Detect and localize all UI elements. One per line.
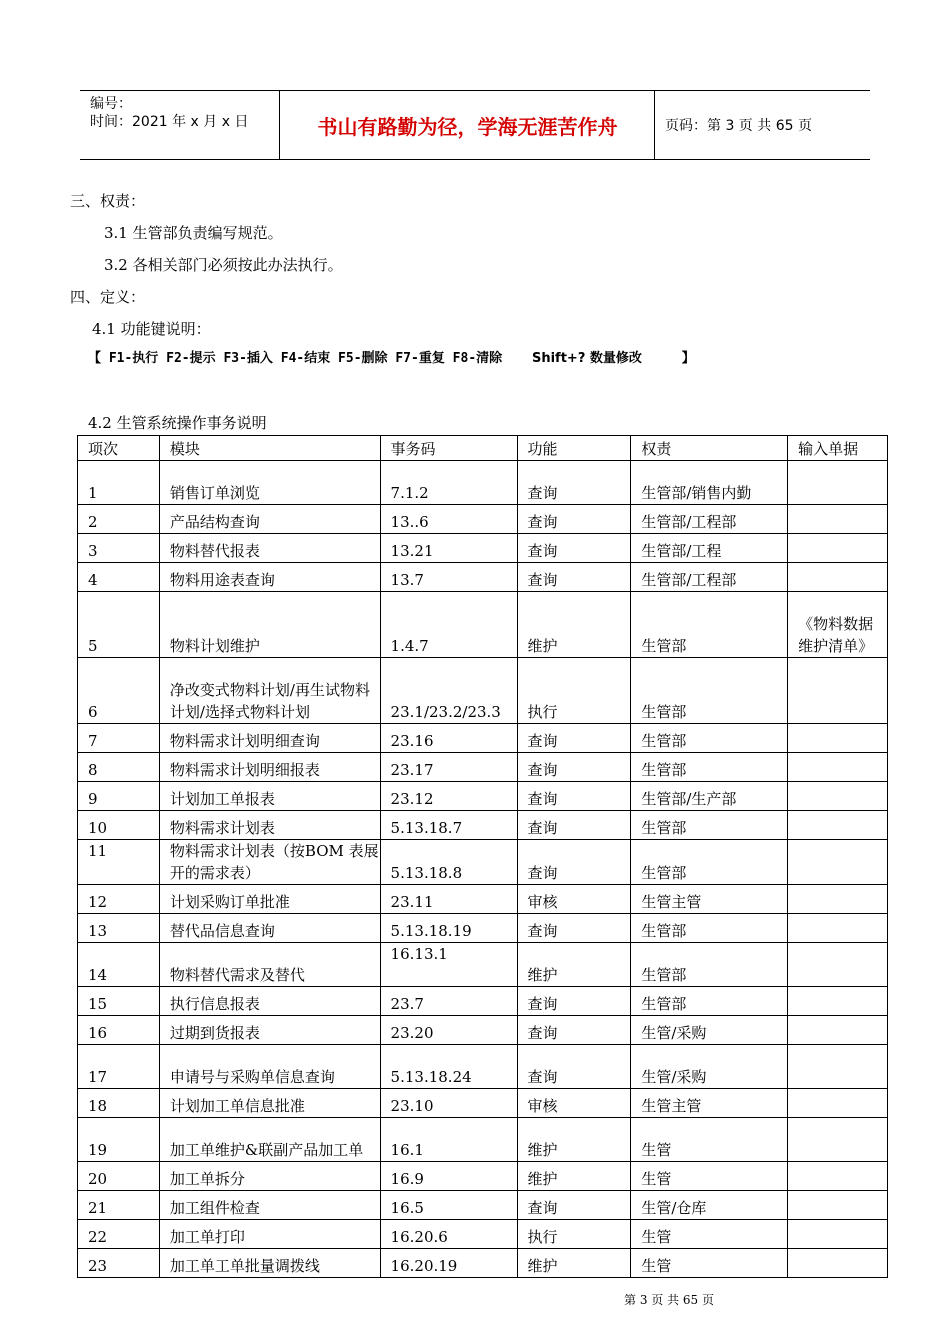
cell-index: 21: [78, 1191, 160, 1220]
cell-input-doc: [788, 1220, 888, 1249]
section-3-title: 三、权责：: [70, 192, 146, 210]
col-header-responsibility: 权责: [631, 436, 788, 461]
col-header-code: 事务码: [380, 436, 517, 461]
cell-code: 23.17: [380, 753, 517, 782]
cell-function: 查询: [517, 840, 631, 885]
cell-module: 销售订单浏览: [159, 461, 380, 505]
cell-function: 执行: [517, 658, 631, 724]
cell-input-doc: [788, 811, 888, 840]
col-header-index: 项次: [78, 436, 160, 461]
cell-responsibility: 生管部/工程部: [631, 505, 788, 534]
cell-index: 7: [78, 724, 160, 753]
cell-index: 17: [78, 1045, 160, 1089]
cell-code: 5.13.18.7: [380, 811, 517, 840]
section-4-title: 四、定义：: [70, 288, 146, 306]
cell-responsibility: 生管部/生产部: [631, 782, 788, 811]
cell-index: 13: [78, 914, 160, 943]
cell-function: 查询: [517, 563, 631, 592]
cell-function: 查询: [517, 1191, 631, 1220]
cell-code: 23.10: [380, 1089, 517, 1118]
table-row: [78, 534, 888, 563]
table-row: [78, 1045, 888, 1089]
cell-index: 9: [78, 782, 160, 811]
cell-responsibility: 生管部: [631, 724, 788, 753]
cell-responsibility: 生管部/销售内勤: [631, 461, 788, 505]
cell-index: 5: [78, 592, 160, 658]
cell-input-doc: [788, 782, 888, 811]
cell-function: 查询: [517, 505, 631, 534]
table-row: [78, 1016, 888, 1045]
transactions-table: [77, 435, 888, 1278]
cell-index: 22: [78, 1220, 160, 1249]
document-date: 时间：2021 年 x 月 x 日: [90, 114, 249, 130]
cell-input-doc: [788, 1118, 888, 1162]
cell-responsibility: 生管部/工程部: [631, 563, 788, 592]
table-row: [78, 658, 888, 724]
table-row: [78, 724, 888, 753]
table-row: [78, 592, 888, 658]
cell-code: 16.9: [380, 1162, 517, 1191]
table-row: [78, 943, 888, 987]
cell-module: 产品结构查询: [159, 505, 380, 534]
cell-code: 16.13.1: [380, 943, 517, 987]
cell-code: 16.5: [380, 1191, 517, 1220]
cell-responsibility: 生管部: [631, 592, 788, 658]
cell-code: 16.20.19: [380, 1249, 517, 1278]
cell-code: 23.1/23.2/23.3: [380, 658, 517, 724]
table-row: [78, 885, 888, 914]
cell-code: 5.13.18.24: [380, 1045, 517, 1089]
section-4-item-1: 4.1 功能键说明：: [92, 320, 211, 338]
cell-function: 查询: [517, 1016, 631, 1045]
table-row: [78, 811, 888, 840]
cell-code: 13.7: [380, 563, 517, 592]
page-footer: 第 3 页 共 65 页: [624, 1293, 714, 1307]
cell-function: 维护: [517, 592, 631, 658]
cell-index: 20: [78, 1162, 160, 1191]
cell-input-doc: [788, 1016, 888, 1045]
cell-code: 13..6: [380, 505, 517, 534]
cell-function: 执行: [517, 1220, 631, 1249]
cell-module: 物料需求计划表: [159, 811, 380, 840]
cell-function: 维护: [517, 1162, 631, 1191]
cell-module: 物料替代报表: [159, 534, 380, 563]
cell-input-doc: [788, 1191, 888, 1220]
cell-responsibility: 生管/采购: [631, 1016, 788, 1045]
table-row: [78, 1118, 888, 1162]
cell-module: 加工单打印: [159, 1220, 380, 1249]
col-header-input-doc: 输入单据: [788, 436, 888, 461]
cell-input-doc: [788, 658, 888, 724]
cell-function: 查询: [517, 534, 631, 563]
cell-code: 23.16: [380, 724, 517, 753]
cell-input-doc: [788, 1162, 888, 1191]
header-meta: [80, 91, 280, 159]
cell-input-doc: [788, 753, 888, 782]
cell-function: 查询: [517, 753, 631, 782]
col-header-function: 功能: [517, 436, 631, 461]
cell-function: 查询: [517, 782, 631, 811]
cell-function: 查询: [517, 914, 631, 943]
cell-responsibility: 生管部: [631, 753, 788, 782]
cell-index: 10: [78, 811, 160, 840]
cell-module: 物料计划维护: [159, 592, 380, 658]
cell-module: 计划加工单信息批准: [159, 1089, 380, 1118]
cell-function: 审核: [517, 1089, 631, 1118]
section-3-item-1: 3.1 生管部负责编写规范。: [104, 224, 283, 242]
cell-index: 14: [78, 943, 160, 987]
cell-function: 查询: [517, 811, 631, 840]
cell-index: 19: [78, 1118, 160, 1162]
col-header-module: 模块: [159, 436, 380, 461]
cell-index: 6: [78, 658, 160, 724]
cell-input-doc: [788, 840, 888, 885]
cell-responsibility: 生管主管: [631, 885, 788, 914]
table-row: [78, 563, 888, 592]
cell-responsibility: 生管/仓库: [631, 1191, 788, 1220]
cell-responsibility: 生管部: [631, 987, 788, 1016]
cell-module: 加工组件检查: [159, 1191, 380, 1220]
cell-code: 16.1: [380, 1118, 517, 1162]
table-row: [78, 505, 888, 534]
cell-index: 12: [78, 885, 160, 914]
cell-function: 查询: [517, 461, 631, 505]
table-row: [78, 782, 888, 811]
cell-responsibility: 生管: [631, 1249, 788, 1278]
document-number-label: 编号：: [90, 96, 132, 112]
cell-code: 23.7: [380, 987, 517, 1016]
cell-function: 维护: [517, 1249, 631, 1278]
cell-module: 申请号与采购单信息查询: [159, 1045, 380, 1089]
table-row: [78, 461, 888, 505]
cell-input-doc: [788, 724, 888, 753]
cell-responsibility: 生管主管: [631, 1089, 788, 1118]
cell-input-doc: [788, 1045, 888, 1089]
page-header: [80, 90, 870, 160]
section-3-item-2: 3.2 各相关部门必须按此办法执行。: [104, 256, 343, 274]
cell-responsibility: 生管部: [631, 943, 788, 987]
function-keys-line: [88, 347, 695, 366]
cell-responsibility: 生管部: [631, 840, 788, 885]
cell-function: 维护: [517, 943, 631, 987]
cell-responsibility: 生管: [631, 1162, 788, 1191]
cell-input-doc: [788, 914, 888, 943]
cell-function: 查询: [517, 1045, 631, 1089]
cell-input-doc: [788, 885, 888, 914]
table-header-row: [78, 436, 888, 461]
cell-code: 23.20: [380, 1016, 517, 1045]
cell-input-doc: [788, 563, 888, 592]
cell-responsibility: 生管: [631, 1220, 788, 1249]
cell-index: 23: [78, 1249, 160, 1278]
cell-code: 16.20.6: [380, 1220, 517, 1249]
cell-code: 23.12: [380, 782, 517, 811]
cell-module: 加工单工单批量调拨线: [159, 1249, 380, 1278]
table-row: [78, 840, 888, 885]
cell-index: 3: [78, 534, 160, 563]
cell-responsibility: 生管部: [631, 811, 788, 840]
table-row: [78, 1089, 888, 1118]
cell-module: 计划采购订单批准: [159, 885, 380, 914]
cell-module: 加工单维护&联副产品加工单: [159, 1118, 380, 1162]
cell-module: 物料需求计划表（按BOM 表展开的需求表）: [159, 840, 380, 885]
cell-function: 审核: [517, 885, 631, 914]
cell-index: 18: [78, 1089, 160, 1118]
cell-index: 1: [78, 461, 160, 505]
cell-input-doc: [788, 1249, 888, 1278]
cell-responsibility: 生管部: [631, 914, 788, 943]
cell-module: 计划加工单报表: [159, 782, 380, 811]
cell-module: 替代品信息查询: [159, 914, 380, 943]
cell-module: 净改变式物料计划/再生试物料计划/选择式物料计划: [159, 658, 380, 724]
cell-input-doc: [788, 534, 888, 563]
cell-index: 2: [78, 505, 160, 534]
cell-responsibility: 生管/采购: [631, 1045, 788, 1089]
cell-input-doc: [788, 505, 888, 534]
table-row: [78, 987, 888, 1016]
cell-index: 15: [78, 987, 160, 1016]
table-row: [78, 914, 888, 943]
cell-code: 13.21: [380, 534, 517, 563]
cell-module: 物料需求计划明细报表: [159, 753, 380, 782]
cell-code: 23.11: [380, 885, 517, 914]
function-keys-shift: Shift+? 数量修改: [531, 351, 642, 366]
cell-code: 7.1.2: [380, 461, 517, 505]
cell-function: 查询: [517, 987, 631, 1016]
table-row: [78, 1191, 888, 1220]
cell-responsibility: 生管: [631, 1118, 788, 1162]
cell-index: 11: [78, 840, 160, 885]
cell-responsibility: 生管部/工程: [631, 534, 788, 563]
table-row: [78, 1220, 888, 1249]
cell-index: 16: [78, 1016, 160, 1045]
cell-input-doc: [788, 987, 888, 1016]
cell-module: 执行信息报表: [159, 987, 380, 1016]
header-motto: 书山有路勤为径，学海无涯苦作舟: [281, 91, 655, 159]
section-4-item-2: 4.2 生管系统操作事务说明: [88, 414, 267, 432]
cell-responsibility: 生管部: [631, 658, 788, 724]
cell-module: 过期到货报表: [159, 1016, 380, 1045]
cell-code: 5.13.18.19: [380, 914, 517, 943]
cell-code: 1.4.7: [380, 592, 517, 658]
cell-module: 物料需求计划明细查询: [159, 724, 380, 753]
cell-input-doc: [788, 461, 888, 505]
cell-input-doc: [788, 943, 888, 987]
cell-function: 维护: [517, 1118, 631, 1162]
cell-module: 加工单拆分: [159, 1162, 380, 1191]
cell-input-doc: 《物料数据维护清单》: [788, 592, 888, 658]
cell-module: 物料替代需求及替代: [159, 943, 380, 987]
cell-module: 物料用途表查询: [159, 563, 380, 592]
table-row: [78, 1162, 888, 1191]
function-keys-end: 】: [681, 351, 695, 366]
cell-function: 查询: [517, 724, 631, 753]
cell-index: 4: [78, 563, 160, 592]
function-keys-text: 【 F1-执行 F2-提示 F3-插入 F4-结束 F5-删除 F7-重复 F8-清除: [88, 351, 503, 366]
header-page-info: 页码：第 3 页 共 65 页: [665, 118, 812, 134]
table-row: [78, 753, 888, 782]
cell-index: 8: [78, 753, 160, 782]
table-row: [78, 1249, 888, 1278]
cell-input-doc: [788, 1089, 888, 1118]
cell-code: 5.13.18.8: [380, 840, 517, 885]
